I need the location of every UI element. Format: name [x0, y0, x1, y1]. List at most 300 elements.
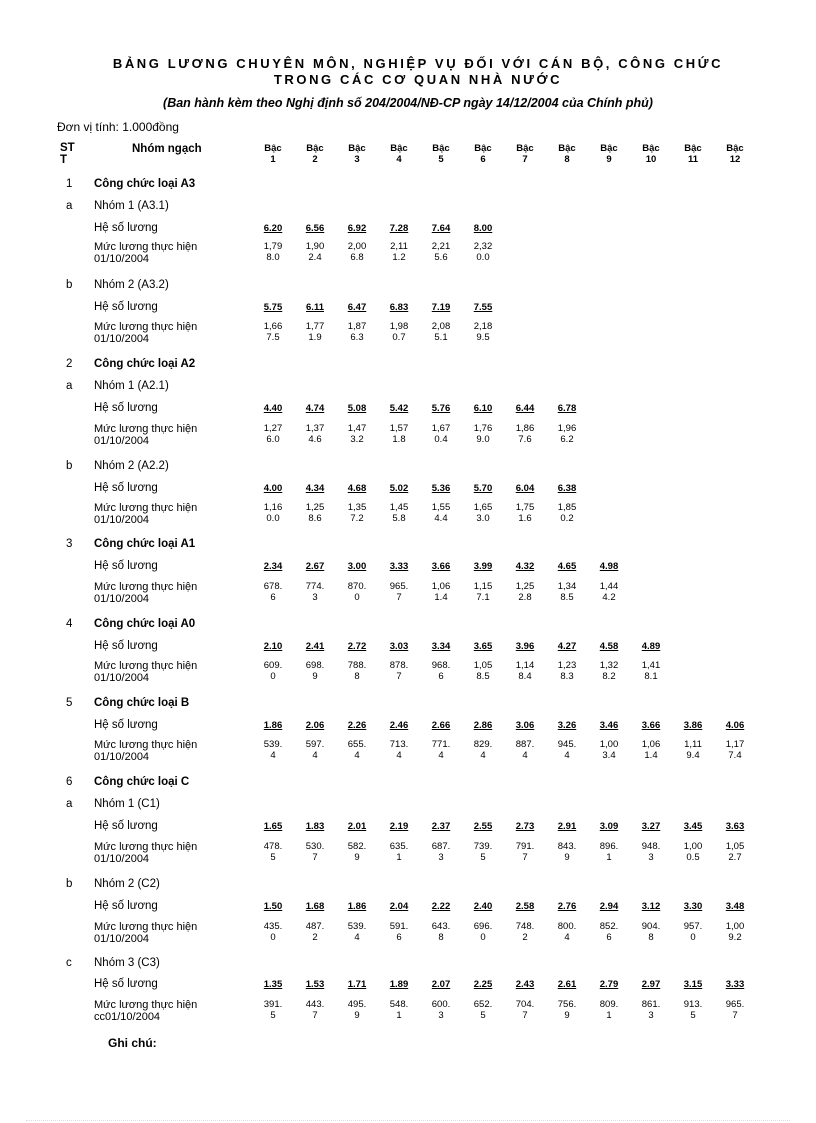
coefficient-value: 1.83	[305, 821, 325, 832]
row-stt: 5	[66, 697, 73, 709]
coefficient-value: 3.09	[599, 821, 619, 832]
page-bottom-divider	[26, 1120, 790, 1121]
salary-value-line1: 582.	[347, 841, 367, 852]
coefficient-value: 2.40	[473, 901, 493, 912]
coefficient-value: 3.46	[599, 720, 619, 731]
salary-value-line1: 1,32	[599, 660, 619, 671]
coefficient-value: 5.75	[263, 302, 283, 313]
coefficient-value: 2.10	[263, 641, 283, 652]
salary-value-line1: 1,77	[305, 321, 325, 332]
coefficient-value: 7.19	[431, 302, 451, 313]
coefficient-value: 3.96	[515, 641, 535, 652]
coefficient-value: 3.33	[389, 561, 409, 572]
salary-label-line2: 01/10/2004	[94, 514, 150, 526]
salary-value-line1: 1,44	[599, 581, 619, 592]
coefficient-value: 1.86	[347, 901, 367, 912]
grade-header-number: 2	[312, 153, 318, 165]
salary-value-line1: 1,37	[305, 423, 325, 434]
salary-value-line2: 5	[270, 1010, 276, 1021]
row-stt: b	[66, 878, 73, 890]
section-title: Công chức loại A1	[94, 538, 196, 550]
grade-header	[678, 144, 708, 165]
salary-value-line2: 5	[480, 852, 486, 863]
salary-value-line2: 4.6	[308, 434, 322, 445]
salary-value-line1: 774.	[305, 581, 325, 592]
coefficient-label: Hệ số lương	[94, 719, 158, 731]
salary-value-line1: 870.	[347, 581, 367, 592]
salary-value-line1: 1,55	[431, 502, 451, 513]
salary-label-line1: Mức lương thực hiện	[94, 241, 198, 253]
salary-value-line1: 771.	[431, 739, 451, 750]
group-title: Nhóm 1 (A2.1)	[94, 380, 169, 392]
coefficient-value: 6.20	[263, 223, 283, 234]
salary-value-line2: 3	[648, 1010, 654, 1021]
salary-value-line2: 9	[354, 1010, 360, 1021]
salary-value-line2: 9	[354, 852, 360, 863]
coefficient-value: 2.76	[557, 901, 577, 912]
salary-value-line2: 6	[270, 592, 276, 603]
document-title-line2: TRONG CÁC CƠ QUAN NHÀ NƯỚC	[273, 72, 563, 87]
coefficient-value: 6.04	[515, 483, 535, 494]
salary-value-line2: 7.1	[476, 592, 490, 603]
coefficient-value: 3.48	[725, 901, 745, 912]
coefficient-value: 6.11	[306, 302, 324, 313]
coefficient-value: 3.65	[473, 641, 493, 652]
salary-value-line1: 791.	[515, 841, 535, 852]
coefficient-value: 3.63	[725, 821, 745, 832]
salary-value-line2: 7.6	[518, 434, 532, 445]
salary-label-line2: 01/10/2004	[94, 933, 150, 945]
salary-label-line2: 01/10/2004	[94, 751, 150, 763]
salary-value-line1: 800.	[557, 921, 577, 932]
grade-header-number: 10	[645, 153, 657, 165]
salary-value-line2: 3.0	[476, 513, 490, 524]
salary-value-line1: 1,06	[641, 739, 661, 750]
section-title: Công chức loại A2	[94, 358, 196, 370]
salary-value-line2: 2	[522, 932, 528, 943]
salary-value-line1: 487.	[305, 921, 325, 932]
coefficient-value: 2.41	[305, 641, 325, 652]
salary-value-line2: 9.0	[476, 434, 490, 445]
salary-value-line1: 1,87	[347, 321, 367, 332]
salary-value-line1: 635.	[389, 841, 409, 852]
salary-value-line1: 1,00	[725, 921, 745, 932]
coefficient-value: 4.06	[725, 720, 745, 731]
salary-value-line2: 9.2	[728, 932, 742, 943]
salary-value-line2: 4.4	[434, 513, 448, 524]
salary-value-line1: 530.	[305, 841, 325, 852]
salary-value-line2: 3	[438, 852, 444, 863]
salary-value-line1: 1,90	[305, 241, 325, 252]
coefficient-value: 5.02	[389, 483, 409, 494]
salary-value-line2: 9	[564, 1010, 570, 1021]
coefficient-value: 6.44	[515, 403, 535, 414]
grade-header	[258, 144, 288, 165]
salary-value-line2: 6.8	[350, 252, 364, 263]
coefficient-value: 6.83	[389, 302, 409, 313]
coefficient-value: 2.19	[389, 821, 409, 832]
salary-value-line2: 3	[438, 1010, 444, 1021]
coefficient-value: 4.34	[305, 483, 325, 494]
coefficient-value: 4.00	[263, 483, 283, 494]
salary-value-line2: 3	[312, 592, 318, 603]
grade-header-top: Bậc	[558, 143, 576, 154]
coefficient-value: 2.94	[599, 901, 619, 912]
salary-value-line1: 713.	[389, 739, 409, 750]
salary-value-line2: 8.3	[560, 671, 574, 682]
coefficient-value: 4.58	[599, 641, 619, 652]
salary-value-line1: 696.	[473, 921, 493, 932]
salary-value-line1: 1,34	[557, 581, 577, 592]
salary-value-line2: 5	[690, 1010, 696, 1021]
salary-value-line1: 652.	[473, 999, 493, 1010]
coefficient-value: 2.34	[263, 561, 283, 572]
salary-value-line2: 9	[312, 671, 318, 682]
salary-value-line2: 7	[522, 1010, 528, 1021]
coefficient-value: 2.22	[431, 901, 451, 912]
salary-value-line1: 2,32	[473, 241, 493, 252]
salary-value-line1: 687.	[431, 841, 451, 852]
salary-value-line2: 7	[522, 852, 528, 863]
salary-label-line1: Mức lương thực hiện	[94, 999, 198, 1011]
note-label: Ghi chú:	[108, 1036, 157, 1050]
salary-value-line2: 4	[522, 750, 528, 761]
salary-label-line1: Mức lương thực hiện	[94, 581, 198, 593]
salary-value-line1: 643.	[431, 921, 451, 932]
salary-value-line2: 7	[396, 671, 402, 682]
row-stt: 2	[66, 358, 73, 370]
salary-value-line2: 0.0	[476, 252, 490, 263]
salary-value-line1: 968.	[431, 660, 451, 671]
salary-value-line1: 478.	[263, 841, 283, 852]
salary-label-line2: 01/10/2004	[94, 333, 150, 345]
coefficient-value: 1.53	[305, 979, 325, 990]
coefficient-value: 7.64	[431, 223, 451, 234]
salary-value-line2: 2.8	[518, 592, 532, 603]
coefficient-value: 2.67	[305, 561, 325, 572]
coefficient-value: 2.25	[473, 979, 493, 990]
coefficient-value: 1.89	[389, 979, 409, 990]
grade-header	[384, 144, 414, 165]
salary-label-line2: 01/10/2004	[94, 435, 150, 447]
salary-value-line1: 698.	[305, 660, 325, 671]
salary-value-line2: 0	[480, 932, 486, 943]
coefficient-label: Hệ số lương	[94, 301, 158, 313]
salary-value-line1: 896.	[599, 841, 619, 852]
coefficient-value: 1.68	[305, 901, 325, 912]
row-stt: 3	[66, 538, 73, 550]
coefficient-value: 3.12	[641, 901, 661, 912]
salary-value-line1: 788.	[347, 660, 367, 671]
salary-label-line1: Mức lương thực hiện	[94, 502, 198, 514]
salary-value-line1: 1,11	[684, 739, 702, 750]
salary-value-line2: 6.0	[266, 434, 280, 445]
salary-value-line1: 809.	[599, 999, 619, 1010]
coefficient-value: 2.58	[515, 901, 535, 912]
grade-header-top: Bậc	[600, 143, 618, 154]
salary-value-line1: 435.	[263, 921, 283, 932]
salary-value-line2: 5	[270, 852, 276, 863]
salary-label-line2: 01/10/2004	[94, 253, 150, 265]
coefficient-value: 2.26	[347, 720, 367, 731]
salary-value-line2: 0	[354, 592, 360, 603]
grade-header-top: Bậc	[726, 143, 744, 154]
salary-value-line1: 878.	[389, 660, 409, 671]
coefficient-value: 1.35	[263, 979, 283, 990]
coefficient-value: 2.66	[431, 720, 451, 731]
salary-value-line2: 0.0	[266, 513, 280, 524]
salary-value-line1: 913.	[683, 999, 703, 1010]
salary-value-line2: 1.6	[518, 513, 532, 524]
coefficient-value: 5.70	[473, 483, 493, 494]
salary-value-line2: 0.7	[392, 332, 406, 343]
salary-value-line2: 1.9	[308, 332, 322, 343]
salary-value-line1: 1,05	[725, 841, 745, 852]
salary-value-line1: 1,65	[473, 502, 493, 513]
salary-value-line1: 2,21	[431, 241, 451, 252]
coefficient-value: 3.34	[431, 641, 451, 652]
row-stt: 4	[66, 618, 73, 630]
salary-value-line1: 443.	[305, 999, 325, 1010]
salary-value-line2: 3.4	[602, 750, 616, 761]
salary-value-line1: 2,18	[473, 321, 493, 332]
coefficient-label: Hệ số lương	[94, 820, 158, 832]
coefficient-value: 2.46	[389, 720, 409, 731]
salary-value-line1: 704.	[515, 999, 535, 1010]
salary-value-line2: 0.2	[560, 513, 574, 524]
salary-value-line2: 7	[732, 1010, 738, 1021]
salary-value-line2: 9.4	[686, 750, 700, 761]
salary-label-line2: 01/10/2004	[94, 853, 150, 865]
salary-value-line2: 1	[396, 852, 402, 863]
salary-value-line2: 0	[690, 932, 696, 943]
grade-header-number: 1	[270, 153, 276, 165]
coefficient-value: 6.47	[347, 302, 367, 313]
salary-value-line2: 5.1	[434, 332, 448, 343]
salary-value-line2: 4	[396, 750, 402, 761]
group-title: Nhóm 1 (A3.1)	[94, 200, 169, 212]
grade-header	[342, 144, 372, 165]
coefficient-value: 2.79	[599, 979, 619, 990]
salary-label-line2: cc01/10/2004	[94, 1011, 161, 1023]
salary-value-line2: 7.2	[350, 513, 364, 524]
coefficient-value: 6.92	[347, 223, 367, 234]
salary-value-line1: 1,57	[389, 423, 409, 434]
section-title: Công chức loại B	[94, 697, 190, 709]
coefficient-value: 2.04	[389, 901, 409, 912]
salary-value-line1: 609.	[263, 660, 283, 671]
salary-value-line2: 6	[438, 671, 444, 682]
grade-header-top: Bậc	[348, 143, 366, 154]
salary-value-line2: 4	[270, 750, 276, 761]
salary-value-line1: 1,17	[725, 739, 745, 750]
coefficient-value: 5.42	[389, 403, 409, 414]
salary-value-line2: 8.5	[476, 671, 490, 682]
salary-value-line1: 1,15	[473, 581, 493, 592]
grade-header	[426, 144, 456, 165]
coefficient-value: 4.65	[557, 561, 577, 572]
coefficient-label: Hệ số lương	[94, 640, 158, 652]
grade-header-number: 3	[354, 153, 360, 165]
coefficient-value: 1.86	[263, 720, 283, 731]
coefficient-value: 6.56	[305, 223, 325, 234]
salary-value-line2: 9	[564, 852, 570, 863]
coefficient-value: 8.00	[473, 223, 493, 234]
grade-header-number: 6	[480, 153, 486, 165]
header-stt: ST T	[60, 142, 75, 166]
salary-value-line2: 1.2	[392, 252, 406, 263]
coefficient-value: 4.32	[515, 561, 535, 572]
coefficient-label: Hệ số lương	[94, 560, 158, 572]
coefficient-value: 5.08	[347, 403, 367, 414]
coefficient-value: 1.50	[263, 901, 283, 912]
salary-value-line2: 2	[312, 932, 318, 943]
salary-value-line1: 739.	[473, 841, 493, 852]
group-title: Nhóm 2 (A2.2)	[94, 460, 169, 472]
salary-value-line1: 756.	[557, 999, 577, 1010]
coefficient-value: 3.03	[389, 641, 409, 652]
salary-value-line2: 4	[564, 932, 570, 943]
salary-value-line1: 1,76	[473, 423, 493, 434]
coefficient-value: 6.78	[557, 403, 577, 414]
coefficient-value: 4.98	[599, 561, 619, 572]
salary-value-line1: 1,06	[431, 581, 451, 592]
salary-value-line2: 6	[396, 932, 402, 943]
salary-value-line1: 539.	[347, 921, 367, 932]
grade-header	[552, 144, 582, 165]
row-stt: a	[66, 380, 73, 392]
salary-value-line2: 4	[354, 932, 360, 943]
coefficient-value: 2.86	[473, 720, 493, 731]
grade-header-top: Bậc	[684, 143, 702, 154]
coefficient-value: 2.55	[473, 821, 493, 832]
row-stt: 6	[66, 776, 73, 788]
salary-value-line1: 1,79	[263, 241, 283, 252]
salary-label-line1: Mức lương thực hiện	[94, 921, 198, 933]
coefficient-value: 2.43	[515, 979, 535, 990]
salary-value-line2: 7	[396, 592, 402, 603]
salary-value-line2: 4	[354, 750, 360, 761]
header-group: Nhóm ngạch	[132, 143, 202, 155]
salary-label-line1: Mức lương thực hiện	[94, 423, 198, 435]
coefficient-value: 3.45	[683, 821, 703, 832]
coefficient-value: 4.40	[263, 403, 283, 414]
unit-label: Đơn vị tính: 1.000đồng	[57, 120, 179, 134]
salary-value-line1: 655.	[347, 739, 367, 750]
salary-label-line2: 01/10/2004	[94, 593, 150, 605]
salary-value-line1: 1,16	[263, 502, 283, 513]
salary-value-line1: 1,66	[263, 321, 283, 332]
salary-value-line2: 8.1	[644, 671, 658, 682]
salary-value-line2: 4	[480, 750, 486, 761]
salary-value-line1: 548.	[389, 999, 409, 1010]
salary-value-line1: 1,00	[683, 841, 703, 852]
coefficient-label: Hệ số lương	[94, 482, 158, 494]
salary-label-line1: Mức lương thực hiện	[94, 660, 198, 672]
coefficient-value: 3.26	[557, 720, 577, 731]
salary-value-line2: 1	[606, 852, 612, 863]
coefficient-value: 3.86	[683, 720, 703, 731]
salary-value-line1: 1,25	[515, 581, 535, 592]
coefficient-value: 5.76	[431, 403, 451, 414]
salary-value-line1: 887.	[515, 739, 535, 750]
grade-header-number: 12	[729, 153, 741, 165]
salary-value-line2: 7	[312, 1010, 318, 1021]
salary-value-line1: 597.	[305, 739, 325, 750]
salary-value-line1: 748.	[515, 921, 535, 932]
salary-label-line1: Mức lương thực hiện	[94, 841, 198, 853]
coefficient-value: 4.68	[347, 483, 367, 494]
grade-header-top: Bậc	[306, 143, 324, 154]
coefficient-value: 2.01	[347, 821, 367, 832]
coefficient-value: 5.36	[431, 483, 451, 494]
salary-value-line2: 0	[270, 671, 276, 682]
salary-value-line2: 4.2	[602, 592, 616, 603]
salary-value-line2: 4	[438, 750, 444, 761]
coefficient-value: 3.66	[431, 561, 451, 572]
coefficient-label: Hệ số lương	[94, 978, 158, 990]
salary-value-line1: 1,67	[431, 423, 451, 434]
coefficient-value: 3.27	[641, 821, 661, 832]
salary-value-line2: 5.6	[434, 252, 448, 263]
salary-value-line1: 678.	[263, 581, 283, 592]
salary-value-line1: 1,23	[557, 660, 577, 671]
coefficient-value: 6.10	[473, 403, 493, 414]
salary-value-line1: 591.	[389, 921, 409, 932]
salary-value-line2: 2.7	[728, 852, 742, 863]
salary-value-line2: 2.4	[308, 252, 322, 263]
salary-value-line1: 1,96	[557, 423, 577, 434]
section-title: Công chức loại A0	[94, 618, 196, 630]
salary-value-line2: 8.0	[266, 252, 280, 263]
salary-value-line2: 1.8	[392, 434, 406, 445]
grade-header-top: Bậc	[474, 143, 492, 154]
salary-value-line2: 4	[564, 750, 570, 761]
coefficient-label: Hệ số lương	[94, 222, 158, 234]
row-stt: a	[66, 200, 73, 212]
salary-value-line1: 843.	[557, 841, 577, 852]
salary-value-line2: 1	[606, 1010, 612, 1021]
grade-header-number: 11	[687, 153, 699, 165]
salary-value-line2: 5.8	[392, 513, 406, 524]
grade-header	[636, 144, 666, 165]
salary-value-line1: 1,85	[557, 502, 577, 513]
salary-value-line2: 8.2	[602, 671, 616, 682]
grade-header-top: Bậc	[642, 143, 660, 154]
salary-value-line1: 600.	[431, 999, 451, 1010]
salary-value-line2: 8.5	[560, 592, 574, 603]
salary-value-line1: 539.	[263, 739, 283, 750]
coefficient-value: 3.66	[641, 720, 661, 731]
salary-value-line2: 7	[312, 852, 318, 863]
salary-value-line2: 8	[438, 932, 444, 943]
coefficient-value: 1.65	[263, 821, 283, 832]
salary-value-line2: 7.4	[728, 750, 742, 761]
salary-value-line1: 948.	[641, 841, 661, 852]
coefficient-value: 4.27	[557, 641, 577, 652]
grade-header-number: 5	[438, 153, 444, 165]
salary-value-line1: 965.	[725, 999, 745, 1010]
coefficient-value: 3.15	[683, 979, 703, 990]
coefficient-value: 2.06	[305, 720, 325, 731]
grade-header	[510, 144, 540, 165]
salary-value-line2: 9.5	[476, 332, 490, 343]
group-title: Nhóm 2 (A3.2)	[94, 279, 169, 291]
salary-value-line1: 1,00	[599, 739, 619, 750]
salary-value-line1: 1,45	[389, 502, 409, 513]
salary-value-line2: 1.4	[434, 592, 448, 603]
row-stt: c	[66, 957, 72, 969]
